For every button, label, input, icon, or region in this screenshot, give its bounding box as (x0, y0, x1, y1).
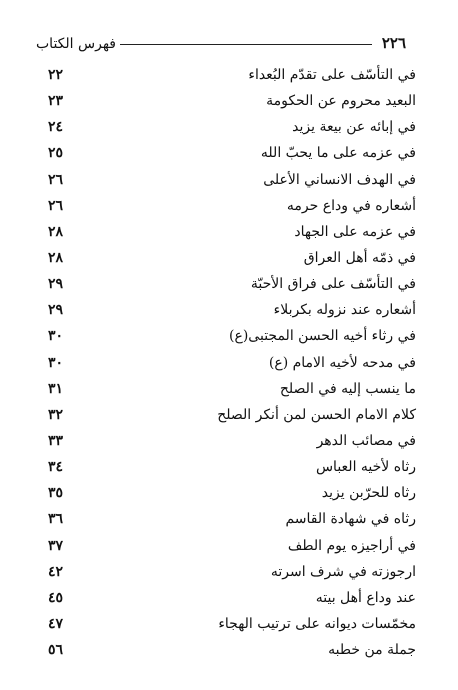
index-entry-page-number: ٣٦ (48, 511, 64, 528)
index-entry-page-number: ٣١ (48, 380, 64, 397)
index-entry-title: في مدحه لأخيه الامام (ع) (268, 354, 416, 371)
index-entry (48, 454, 416, 480)
index-entry-title: ما ينسب إليه في الصلح (279, 380, 416, 397)
header-page-number: ٢٢٦ (381, 34, 406, 52)
index-entry (48, 323, 416, 349)
index-entry-page-number: ٣٠ (48, 354, 64, 371)
index-entry-page-number: ٢٦ (48, 171, 64, 188)
index-entry-title: في عزمه على ما يحبّ الله (260, 145, 416, 162)
index-entry-page-number: ٣٣ (48, 433, 64, 450)
index-entry-page-number: ٣٠ (48, 328, 64, 345)
index-entry-title: عند وداع أهل بيته (315, 589, 416, 606)
index-entry (48, 480, 416, 506)
page-header (36, 30, 406, 52)
index-entry (48, 611, 416, 637)
index-entry-page-number: ٢٦ (48, 197, 64, 214)
index-entry-title: في التأسّف على فراق الأحبّة (250, 276, 416, 293)
index-entry (48, 350, 416, 376)
index-entry-page-number: ٤٧ (48, 616, 64, 633)
index-entry (48, 585, 416, 611)
index-entry-title: في رثاء أخيه الحسن المجتبى(ع) (229, 328, 416, 345)
index-entry-title: في عزمه على الجهاد (294, 223, 416, 240)
index-entry-title: في أراجيزه يوم الطف (287, 537, 416, 554)
index-entry-page-number: ٥٦ (48, 642, 64, 659)
index-entry-page-number: ٣٧ (48, 537, 64, 554)
index-entry-title: مخمّسات ديوانه على ترتيب الهجاء (218, 616, 416, 633)
index-entry-page-number: ٢٣ (48, 93, 64, 110)
index-entry-title: في إبائه عن بيعة يزيد (292, 119, 416, 136)
index-entry-page-number: ٤٢ (48, 563, 64, 580)
index-entry-title: في التأسّف على تقدّم البُعداء (248, 67, 416, 84)
index-entry-title: رثاه لأخيه العباس (315, 459, 416, 476)
index-entry (48, 559, 416, 585)
index-entry (48, 167, 416, 193)
index-entry-title: كلام الامام الحسن لمن أنكر الصلح (217, 406, 416, 423)
index-entry-title: في ذمّه أهل العراق (303, 250, 416, 267)
index-entry-page-number: ٢٤ (48, 119, 64, 136)
index-entry-page-number: ٢٨ (48, 250, 64, 267)
index-entry (48, 193, 416, 219)
header-title: فهرس الكتاب (36, 36, 116, 52)
index-entry (48, 637, 416, 663)
index-entry-title: في الهدف الانساني الأعلى (263, 171, 416, 188)
index-entry-title: رثاه في شهادة القاسم (285, 511, 416, 528)
index-entry (48, 140, 416, 166)
index-entry (48, 114, 416, 140)
index-entry-page-number: ٢٩ (48, 276, 64, 293)
index-entry-page-number: ٢٥ (48, 145, 64, 162)
index-entry (48, 245, 416, 271)
index-entry (48, 376, 416, 402)
index-entry (48, 533, 416, 559)
index-entry-title: أشعاره في وداع حرمه (286, 197, 416, 214)
index-entry-page-number: ٢٢ (48, 67, 64, 84)
index-entry-title: ارجوزته في شرف اسرته (270, 563, 416, 580)
index-entry (48, 428, 416, 454)
index-entry-page-number: ٣٢ (48, 406, 64, 423)
index-entry (48, 219, 416, 245)
index-entry (48, 62, 416, 88)
index-entry-title: رثاه للحرّبن يزيد (321, 485, 416, 502)
index-entry (48, 88, 416, 114)
index-entry-page-number: ٢٨ (48, 223, 64, 240)
index-entry-page-number: ٤٥ (48, 589, 64, 606)
index-entry-page-number: ٢٩ (48, 302, 64, 319)
index-entries (48, 62, 416, 663)
header-rule (120, 44, 372, 45)
index-entry-title: البعيد محروم عن الحكومة (266, 93, 416, 110)
index-entry-title: جملة من خطبه (328, 642, 416, 659)
index-entry (48, 271, 416, 297)
index-entry (48, 402, 416, 428)
index-entry-title: في مصائب الدهر (316, 433, 416, 450)
index-entry-page-number: ٣٥ (48, 485, 64, 502)
index-entry (48, 506, 416, 532)
index-entry-title: أشعاره عند نزوله بكربلاء (273, 302, 416, 319)
index-entry (48, 297, 416, 323)
index-entry-page-number: ٣٤ (48, 459, 64, 476)
